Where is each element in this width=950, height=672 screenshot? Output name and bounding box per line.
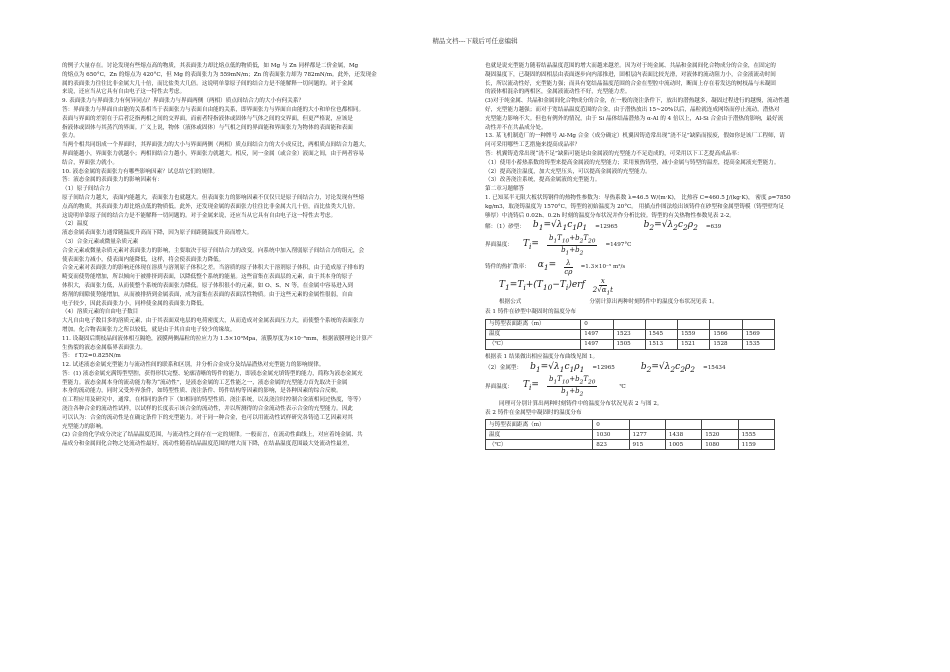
interface-temp bbox=[485, 234, 890, 258]
ti-fraction: $\frac{b_1T_{10}+b_2T_{20}}{b_1+b_2}$ bbox=[548, 233, 596, 257]
text-line: 的液体相混杂的两相区，金属液流动性不好，充型能力差。 bbox=[485, 89, 631, 96]
table-row bbox=[486, 329, 775, 339]
basis-row bbox=[485, 298, 890, 307]
thermal-diffusivity bbox=[485, 259, 890, 276]
table-cell: 1497 bbox=[581, 339, 613, 349]
text-line: 型能力。液态金属本身的流动能力称为“流动性”，是液态金属的工艺性能之一，液态金属的充型能力首先取决于金属 bbox=[62, 379, 348, 386]
table-cell: 1030 bbox=[593, 430, 629, 440]
text-line: 1. 已知某半无限大板状铸钢件的热物性参数为：导热系数 λ=46.5 W/(m·K)， 比热容 C=460.5 J/(kg·K)， 密度 ρ=7850 bbox=[485, 194, 791, 201]
text-line: 充型能力影响不大。但也有例外的情况，由于 Si 晶体结晶潜热为 α-Al 的 4 倍以上，Al-Si 合金由于潜热的影响，最好流 bbox=[485, 115, 784, 122]
text-line: 动性并不在共晶成分处。 bbox=[485, 124, 547, 131]
metal-text: 同理可分别计算出两种时刻铸件中的温度分布状况见表 2 与图 2。 bbox=[499, 400, 663, 407]
alpha-formula: $\alpha_1=$ bbox=[537, 260, 557, 273]
text-line: 晶成分和金属间化合物之处流动性最好，流动性随着结晶温度范围的增大而下降，在结晶温度范围最大处流动性最差， bbox=[62, 441, 353, 448]
text-line: （3）合金元素或微量杂质元素 bbox=[62, 238, 139, 245]
text-line: （4）溶质元素的自由电子数目 bbox=[62, 309, 139, 316]
table-cell: 1080 bbox=[702, 440, 738, 450]
erf-fraction: $\frac{x}{2√\alpha_1t}$ bbox=[592, 276, 613, 297]
table-cell: （℃） bbox=[486, 339, 581, 349]
text-line: 点高的物质，其表面张力却比熔点低的物质低。此外，还发现金属的表面张力往往比非金属大几十倍，而比盐类大几倍。 bbox=[62, 203, 359, 210]
table-cell: 1159 bbox=[738, 440, 774, 450]
text-line: 本身的流动能力，同时又受外界条件，如铸型性质、浇注条件、铸件结构等因素的影响，是各种因素的综合反映。 bbox=[62, 388, 342, 395]
table-cell: 823 bbox=[593, 440, 629, 450]
table-cell bbox=[738, 420, 774, 430]
table-cell: 0 bbox=[593, 420, 629, 430]
table-cell: 1535 bbox=[742, 339, 774, 349]
b1-formula: $b_1=√\lambda_1c_1\rho_1$ bbox=[532, 220, 588, 233]
text-line: 可以认为：合金的流动性是在确定条件下的充型能力。对于同一种合金，也可以用流动性试样研究各铸造工艺因素对其 bbox=[62, 414, 353, 421]
text-line: 电子较少，因此表面张力小，同样使金属的表面张力降低。 bbox=[62, 300, 208, 307]
text-line: 属的表面张力往往比非金属大几十倍，而比盐类大几倍。这说明单靠原子间的结合力是不能解释一切问题的。对于金属 bbox=[62, 80, 353, 87]
text-line: 第二章习题解答 bbox=[485, 186, 525, 193]
table-cell: 1521 bbox=[678, 339, 710, 349]
text-line: 答：机翼铸造常出现“浇不足”缺陷可能是由金属液的充型能力不足造成的，可采用以下工艺提高成品率： bbox=[485, 150, 743, 157]
interface-temp-label: 界面温度： bbox=[485, 242, 513, 249]
text-line: 熔剂的间隙使势能增加，从而被排挤到金属表面，成为富集在表面的表面活性物质。由于这些元素的金属性很弱，自由 bbox=[62, 291, 353, 298]
table-row bbox=[486, 319, 775, 329]
mb1-formula: $b_1=√\lambda_1c_1\rho_1$ bbox=[530, 361, 585, 374]
mb2-formula: $b_2=√\lambda_2c_2\rho_2$ bbox=[640, 361, 696, 374]
table-cell bbox=[629, 420, 665, 430]
b2-value: =639 bbox=[705, 223, 722, 230]
text-line: 大凡自由电子数目多的溶质元素，由于其表面双电层的电荷密度大，从而造成对金属表面压力大，而使整个系统的表面张力 bbox=[62, 318, 365, 325]
text-line: 这说明单靠原子间的结合力是不能解释一切问题的。对于金属来说，还应当从它具有自由电子这一特性去考虑。 bbox=[62, 212, 337, 219]
page-header: 精品文档---下载后可任意编辑 bbox=[432, 37, 518, 45]
text-line: （1）使用小蓄热系数的铸型来提高金属液的充型能力；采用预热铸型，减小金属与铸型的温差，提高金属液充型能力。 bbox=[485, 159, 780, 166]
text-line: 好，充型能力越强；而对于宽结晶温度范围的合金，由于潜热放出 15~20%以后，晶粒就连成网络而停止流动，潜热对 bbox=[485, 106, 780, 113]
table-row bbox=[486, 430, 775, 440]
text-line: 合金元素或微量杂质元素对表面张力的影响，主要取决于原子间结合力的改变。向系统中加入削弱原子间结合力的组元，会 bbox=[62, 247, 365, 254]
text-line: （3）改善浇注系统，提高金属液的充型能力。 bbox=[485, 177, 601, 184]
mti-fraction: $\frac{b_1T_{10}+b_2T_{20}}{b_1+b_2}$ bbox=[548, 375, 596, 398]
text-line: 指液体或固体与其蒸汽的界面。广义上说，物体（液体或固体）与气相之间的界面能和界面张力为物体的表面能和表面 bbox=[62, 124, 353, 131]
text-line: 界面能越小，界面张力就越小；两相间结合力越小，界面张力就越大。相反，同一金属（或合金）液面之间，由于两者容易 bbox=[62, 150, 365, 157]
table-cell bbox=[710, 319, 742, 329]
table-cell bbox=[665, 420, 701, 430]
table-cell: 1528 bbox=[710, 339, 742, 349]
table-cell bbox=[678, 319, 710, 329]
alpha-value: =1.3×10⁻⁵ m²/s bbox=[580, 263, 626, 270]
table-cell: 1566 bbox=[710, 329, 742, 339]
text-line: (2) 合金的化学成分决定了结晶温度范围，与流动性之间存在一定的规律。一般而言，在流动性曲线上，对应着纯金属、共 bbox=[62, 432, 363, 439]
text-line: 使表面张力减小，使表面内能降低，这样，将会使表面张力降低。 bbox=[62, 256, 225, 263]
mb1-value: =12965 bbox=[592, 364, 615, 371]
text-line: 也就是说充型能力随着结晶温度范围的增大而越来越差。因为对于纯金属、共晶和金属间化合物成分的合金，在固定的 bbox=[485, 63, 776, 69]
mb2-value: =15434 bbox=[703, 364, 726, 371]
alpha-label: 铸件的热扩散率： bbox=[485, 263, 530, 270]
table-cell: 1005 bbox=[665, 440, 701, 450]
alpha-fraction: $\frac{\lambda}{c\rho}$ bbox=[564, 258, 573, 276]
table1 bbox=[485, 319, 775, 350]
table-cell: 温度 bbox=[486, 329, 581, 339]
text-line: 答：液态金属的表面张力的影响因素有： bbox=[62, 177, 163, 184]
table-cell: 温度 bbox=[486, 430, 593, 440]
table1-caption: 表 1 铸件在砂型中凝固时的温度分布 bbox=[485, 308, 577, 315]
table-cell: 1497 bbox=[581, 329, 613, 339]
text-line: 凝固温度下，已凝固的固相层由表面逐步向内部推进，固相层内表面比较光滑，对液体的流动阻力小，合金液流动时间 bbox=[485, 71, 776, 78]
text-line: 张力。 bbox=[62, 133, 79, 140]
b1-value: =12965 bbox=[595, 223, 618, 230]
table-cell: 1520 bbox=[702, 430, 738, 440]
text-line: 合金元素对表面张力的影响还体现在溶质与溶剂原子体积之差。当溶质的原子体积大于溶剂原子体积，由于造成原子排布的 bbox=[62, 265, 365, 272]
text-line: 答：(1) 液态金属充满铸型型腔，获得形状完整、轮廓清晰的铸件的能力，即液态金属充填铸型的能力，简称为液态金属充 bbox=[62, 370, 363, 377]
text-line: 够厚）中浇铸后 0.02h、0.2h 时刻的温度分布状况并作分析比较。铸型的有关热物性参数见表 2-2。 bbox=[485, 212, 735, 219]
table-row bbox=[486, 440, 775, 450]
text-line: 浇注各种合金的流动性试样，以试样的长度表示该合金的流动性，并以所测得的合金流动性表示合金的充型能力。因此 bbox=[62, 406, 353, 413]
text-line: 增加。化合物表面张力之所以较低，就是由于其自由电子较少的缘故。 bbox=[62, 326, 236, 333]
table-cell: 1555 bbox=[738, 430, 774, 440]
text-line: 在工程应用及研究中，通常，在相同的条件下（如相同的铸型性质、浇注系统，以及浇注时控制合金液相同过热度，等等） bbox=[62, 397, 365, 404]
text-line: 答： f T/2=0.825N/m bbox=[62, 353, 121, 360]
text-line: 体积大，表面张力低，从而使整个系统的表面张力降低。原子体积很小的元素，如 O、S、N 等，在金属中容易进入到 bbox=[62, 282, 353, 289]
text-line: 12. 试述液态金属充型能力与流动性间的联系和区别，并分析合金成分及结晶潜热对充型能力的影响规律。 bbox=[62, 362, 325, 369]
table-cell: （℃） bbox=[486, 440, 593, 450]
text-line: 10. 液态金属的表面张力有哪些影响因素？试总结它们的规律。 bbox=[62, 168, 219, 175]
table1-note: 根据表 1 结果做出相应温度分布曲线见图 1。 bbox=[485, 353, 599, 360]
text-line: （2）提高浇注温度，加大充型压头，可以提高金属液的充型能力。 bbox=[485, 168, 651, 175]
temperature-formula bbox=[485, 277, 890, 297]
metal-label: （2）金属型： bbox=[485, 364, 523, 371]
text-line: 来说，还应当从它具有自由电子这一特性去考虑。 bbox=[62, 89, 186, 96]
table2 bbox=[485, 419, 775, 450]
text-line: 长，所以流动性好，充型能力强；而具有宽结晶温度范围的合金在型腔中流动时，断面上存在着发达的树枝晶与未凝固 bbox=[485, 80, 776, 87]
text-line: 答：界面张力与界面自由能的关系相当于表面张力与表面自由能的关系，即界面张力与界面自由能的大小和单位也都相同。 bbox=[62, 106, 365, 113]
table-cell: 1523 bbox=[613, 329, 645, 339]
t-formula: $T_1=T_i+(T_{10}-T_i)erf$ bbox=[499, 280, 585, 292]
table-cell: 1559 bbox=[678, 329, 710, 339]
table-row bbox=[486, 420, 775, 430]
metal-interface-temp bbox=[485, 375, 890, 399]
solve-label: 解：（1）砂型： bbox=[485, 223, 525, 230]
table-cell: 1277 bbox=[629, 430, 665, 440]
ti-formula: $T_i=$ bbox=[523, 239, 539, 251]
left-column bbox=[62, 62, 467, 449]
text-line: 充型能力的影响。 bbox=[62, 423, 107, 430]
text-line: (3)对于纯金属、共晶和金属间化合物成分的合金，在一般的浇注条件下，放出的潜热越多，凝固过程进行的越慢，流动性越 bbox=[485, 98, 790, 105]
text-line: 问可采用哪些工艺措施来提高成品率？ bbox=[485, 142, 581, 149]
metal-mold-heat-storage bbox=[485, 363, 890, 375]
basis-text: 根据公式 bbox=[499, 299, 522, 306]
basis-text-2: 分别计算出两种时刻铸件中的温度分布状况见表 1。 bbox=[589, 299, 718, 306]
metal-interface-label: 界面温度： bbox=[485, 383, 513, 390]
ti-value: =1497°C bbox=[605, 242, 632, 249]
table-cell: 1505 bbox=[613, 339, 645, 349]
table-cell: 0 bbox=[581, 319, 613, 329]
text-line: 的熔点为 650°C，Zn 的熔点为 420°C，但 Mg 的表面张力为 559mN/m；Zn 的表面张力却为 782mN/m。此外，还发现金 bbox=[62, 71, 377, 78]
table-cell: 1545 bbox=[645, 329, 677, 339]
sand-mold-heat-storage bbox=[485, 221, 890, 233]
b2-formula: $b_2=√\lambda_2c_2\rho_2$ bbox=[643, 220, 698, 233]
text-line: 13. 某飞机制造厂的一种牌号 Al-Mg 合金（成分确定）机翼因铸造常出现“浇不足”缺陷而报废，假如你是该厂工程师，请 bbox=[485, 133, 785, 140]
text-line: 结合，界面张力就小。 bbox=[62, 159, 118, 166]
table-cell: 915 bbox=[629, 440, 665, 450]
table2-caption: 表 2 铸件在金属型中凝固时的温度分布 bbox=[485, 409, 582, 416]
text-line: 畸变而使势能增加，所以倾向于被排挤到表面，以降低整个系统的能量。这些富集在表面层的元素，由于其本身的原子 bbox=[62, 274, 353, 281]
text-line: 表面与界面的差别在于后者泛指两相之间的交界面，而前者特指液体或固体与气体之间的交界面，但更严格说，应该是 bbox=[62, 115, 353, 122]
table-cell: 与铸型表面距离（m） bbox=[486, 319, 581, 329]
text-line: （2）温度 bbox=[62, 221, 88, 228]
text-line: 液态金属表面张力通常随温度升高而下降，因为原子间距随温度升高而增大。 bbox=[62, 230, 253, 237]
text-line: 原子间结合力越大，表面内能越大，表面张力也就越大。但表面张力的影响因素不仅仅只是原子间结合力，讨论发现有些熔 bbox=[62, 194, 365, 201]
right-text-block bbox=[485, 62, 890, 220]
table-cell bbox=[702, 420, 738, 430]
text-line: 11. 设凝固后期枝晶间液体相互隔绝，液膜两侧晶粒的拉应力为 1.5×10³Mpa，液膜厚度为×10⁻⁶mm，根据液膜理论计算产 bbox=[62, 335, 373, 342]
text-line: kg/m3，取浇铸温度为 1570°C，铸型的初始温度为 20°C。 用描点作图法绘出该铸件在砂型和金属型铸模（铸型壁均足 bbox=[485, 203, 785, 210]
table-cell bbox=[613, 319, 645, 329]
table-cell: 1438 bbox=[665, 430, 701, 440]
text-line: 9. 表面张力与界面张力有何异同点？界面张力与界面两侧（两相）质点间结合力的大小有何关系？ bbox=[62, 98, 305, 105]
mti-unit: ℃ bbox=[619, 383, 626, 390]
mti-formula: $T_i=$ bbox=[523, 380, 539, 392]
text-line: 的例子大量存在。讨论发现有些熔点高的物质，其表面张力却比熔点低的物质低，如 Mg 与 Zn 同样都是二价金属，Mg bbox=[62, 63, 359, 69]
table-row bbox=[486, 339, 775, 349]
text-line: 生热裂的液态金属临界表面张力。 bbox=[62, 344, 146, 351]
table-cell: 1569 bbox=[742, 329, 774, 339]
table-cell: 与铸型表面距离（m） bbox=[486, 420, 593, 430]
table-cell bbox=[742, 319, 774, 329]
text-line: 当两个相共同组成一个界面时，其界面张力的大小与界面两侧（两相）质点间结合力的大小成反比，两相质点间结合力越大， bbox=[62, 142, 370, 149]
table-cell: 1513 bbox=[645, 339, 677, 349]
text-line: （1）原子间结合力 bbox=[62, 186, 111, 193]
right-column bbox=[485, 62, 890, 453]
table-cell bbox=[645, 319, 677, 329]
